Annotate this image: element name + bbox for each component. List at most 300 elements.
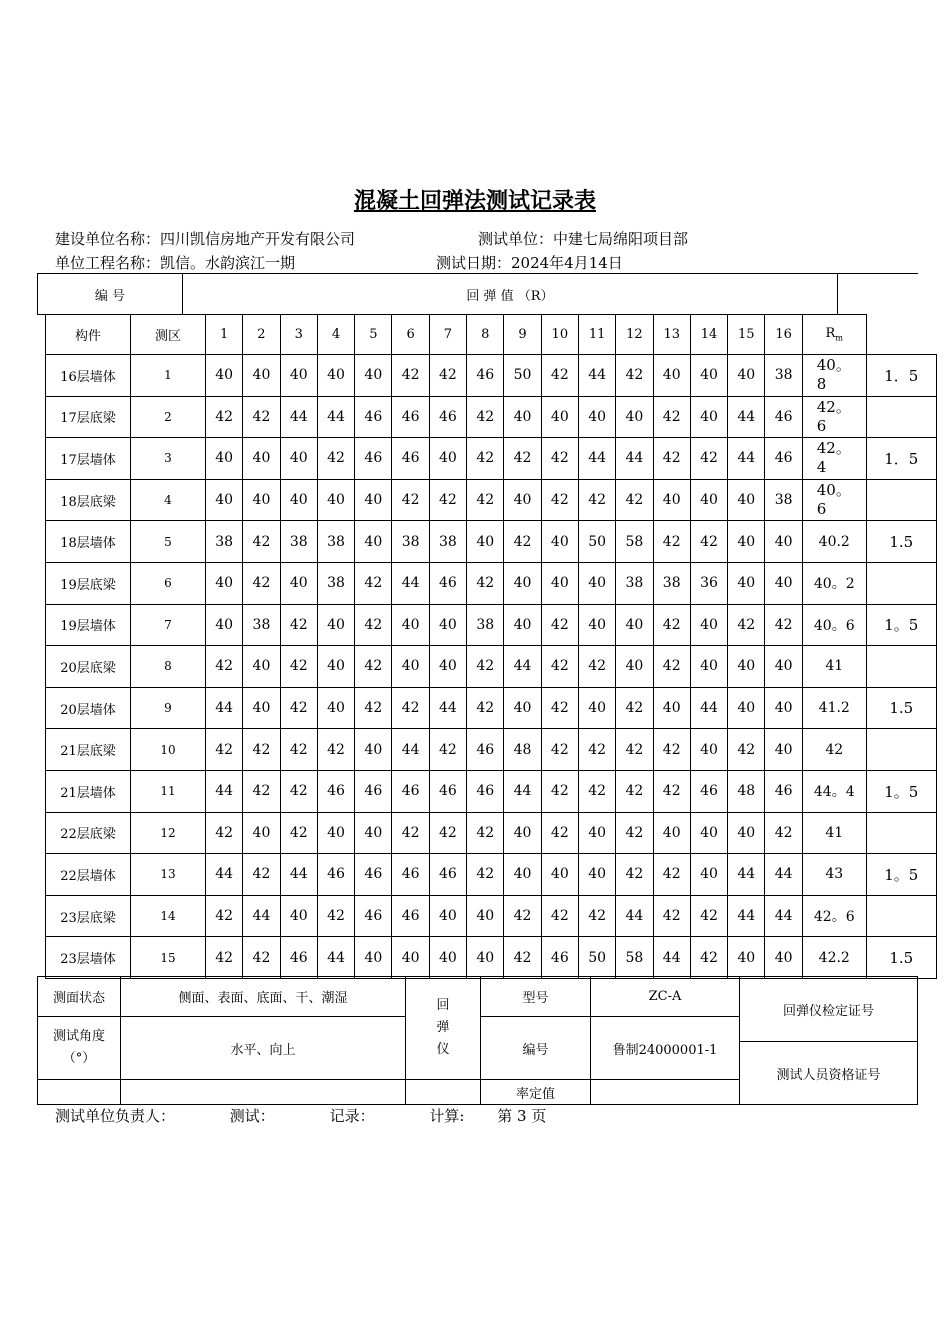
value-cell: 44 [504, 770, 541, 812]
area-cell: 12 [131, 812, 206, 854]
footer-head: 测试单位负责人： [55, 1107, 176, 1125]
value-cell: 42 [280, 687, 317, 729]
value-cell: 40 [578, 687, 615, 729]
value-cell: 50 [578, 521, 615, 563]
value-cell: 40 [467, 895, 504, 937]
member-cell: 21层墙体 [46, 770, 131, 812]
value-cell: 44 [392, 729, 429, 771]
value-cell: 42 [541, 770, 578, 812]
value-cell: 42 [616, 687, 653, 729]
value-cell: 44 [728, 895, 765, 937]
rm-cell: 43 [802, 854, 866, 896]
value-cell: 44 [504, 646, 541, 688]
table-row [46, 687, 937, 729]
table-row [46, 521, 937, 563]
value-cell: 40 [728, 479, 765, 521]
value-cell: 42 [616, 770, 653, 812]
extra-cell: 1。5 [866, 604, 936, 646]
value-cell: 36 [690, 562, 727, 604]
value-cell: 46 [392, 854, 429, 896]
value-cell: 42 [467, 562, 504, 604]
value-cell: 46 [355, 895, 392, 937]
value-cell: 40 [616, 396, 653, 438]
hammer-label-cont [406, 1080, 481, 1105]
rebound-table [45, 314, 937, 979]
area-cell: 14 [131, 895, 206, 937]
staff-cert-label: 测试人员资格证号 [740, 1042, 918, 1105]
info-table [37, 976, 918, 1105]
value-cell: 38 [280, 521, 317, 563]
area-cell: 1 [131, 355, 206, 397]
value-cell: 42 [317, 895, 354, 937]
value-cell: 44 [578, 438, 615, 480]
value-cell: 40 [206, 479, 243, 521]
area-cell: 5 [131, 521, 206, 563]
col-point: 16 [765, 315, 802, 355]
value-cell: 42 [206, 646, 243, 688]
rm-cell: 41.2 [802, 687, 866, 729]
value-cell: 40 [317, 355, 354, 397]
table-row [46, 854, 937, 896]
value-cell: 42 [429, 729, 466, 771]
value-cell: 40 [355, 479, 392, 521]
area-cell: 2 [131, 396, 206, 438]
value-cell: 42 [690, 937, 727, 979]
value-cell: 40 [765, 937, 802, 979]
calibration-label: 率定值 [481, 1080, 591, 1105]
value-cell: 40 [355, 812, 392, 854]
value-cell: 42 [467, 479, 504, 521]
value-cell: 40 [765, 687, 802, 729]
table-row [46, 604, 937, 646]
value-cell: 44 [317, 937, 354, 979]
extra-cell: 1.5 [866, 687, 936, 729]
value-cell: 42 [206, 937, 243, 979]
value-cell: 46 [392, 396, 429, 438]
extra-cell: 1.5 [866, 937, 936, 979]
value-cell: 40 [541, 396, 578, 438]
value-cell: 38 [616, 562, 653, 604]
value-cell: 44 [429, 687, 466, 729]
value-cell: 40 [653, 355, 690, 397]
header-table [37, 273, 918, 315]
value-cell: 46 [429, 770, 466, 812]
serial-value: 鲁制24000001-1 [591, 1017, 740, 1080]
col-point: 8 [467, 315, 504, 355]
value-cell: 42 [653, 521, 690, 563]
rm-cell: 42。4 [802, 438, 866, 480]
value-cell: 40 [355, 937, 392, 979]
col-point: 4 [317, 315, 354, 355]
value-cell: 42 [504, 895, 541, 937]
col-member: 构件 [46, 315, 131, 355]
value-cell: 44 [206, 687, 243, 729]
value-cell: 38 [243, 604, 280, 646]
value-cell: 48 [504, 729, 541, 771]
value-cell: 40 [467, 937, 504, 979]
value-cell: 42 [690, 895, 727, 937]
value-cell: 46 [280, 937, 317, 979]
col-point: 10 [541, 315, 578, 355]
member-cell: 23层墙体 [46, 937, 131, 979]
value-cell: 46 [467, 355, 504, 397]
value-cell: 46 [765, 396, 802, 438]
value-cell: 38 [467, 604, 504, 646]
value-cell: 40 [504, 854, 541, 896]
value-cell: 40 [504, 396, 541, 438]
col-extra [866, 315, 936, 355]
value-cell: 44 [653, 937, 690, 979]
value-cell: 42 [578, 895, 615, 937]
value-cell: 40 [206, 438, 243, 480]
value-cell: 44 [317, 396, 354, 438]
value-cell: 42 [653, 604, 690, 646]
value-cell: 42 [355, 646, 392, 688]
value-cell: 40 [690, 812, 727, 854]
value-cell: 40 [616, 604, 653, 646]
area-cell: 11 [131, 770, 206, 812]
value-cell: 42 [541, 604, 578, 646]
value-cell: 38 [317, 562, 354, 604]
value-cell: 42 [616, 854, 653, 896]
rm-cell: 40。6 [802, 604, 866, 646]
col-rm-subscript: m [835, 333, 843, 343]
value-cell: 40 [616, 646, 653, 688]
extra-cell: 1。5 [866, 854, 936, 896]
test-date: 测试日期：2024年4月14日 [436, 254, 623, 272]
col-point: 13 [653, 315, 690, 355]
value-cell: 42 [429, 479, 466, 521]
area-cell: 15 [131, 937, 206, 979]
value-cell: 46 [467, 729, 504, 771]
value-cell: 44 [243, 895, 280, 937]
value-cell: 42 [243, 729, 280, 771]
calibration-cert-label: 回弹仪检定证号 [740, 977, 918, 1042]
model-label: 型号 [481, 977, 591, 1017]
col-point: 3 [280, 315, 317, 355]
value-cell: 42 [653, 438, 690, 480]
value-cell: 38 [392, 521, 429, 563]
value-cell: 42 [392, 687, 429, 729]
member-cell: 22层墙体 [46, 854, 131, 896]
member-cell: 18层底梁 [46, 479, 131, 521]
value-cell: 46 [392, 770, 429, 812]
rm-cell: 42。6 [802, 396, 866, 438]
value-cell: 44 [765, 895, 802, 937]
member-cell: 17层底梁 [46, 396, 131, 438]
col-point: 6 [392, 315, 429, 355]
table-row [46, 396, 937, 438]
value-cell: 42 [578, 729, 615, 771]
value-cell: 40 [392, 937, 429, 979]
rm-cell: 40.2 [802, 521, 866, 563]
value-cell: 42 [280, 770, 317, 812]
value-cell: 42 [392, 355, 429, 397]
value-cell: 40 [429, 438, 466, 480]
value-cell: 40 [429, 895, 466, 937]
header-blank [838, 274, 918, 315]
value-cell: 42 [280, 729, 317, 771]
footer-calc: 计算: [429, 1107, 465, 1125]
footer-recorder: 记录： [329, 1107, 375, 1125]
value-cell: 42 [653, 729, 690, 771]
value-cell: 42 [429, 812, 466, 854]
value-cell: 40 [206, 355, 243, 397]
extra-cell: 1．5 [866, 438, 936, 480]
value-cell: 44 [690, 687, 727, 729]
surface-label: 测面状态 [38, 977, 121, 1017]
value-cell: 40 [690, 604, 727, 646]
value-cell: 50 [578, 937, 615, 979]
value-cell: 44 [206, 854, 243, 896]
angle-value: 水平、向上 [121, 1017, 406, 1080]
value-cell: 48 [728, 770, 765, 812]
member-cell: 20层底梁 [46, 646, 131, 688]
value-cell: 42 [541, 438, 578, 480]
col-point: 14 [690, 315, 727, 355]
value-cell: 44 [280, 854, 317, 896]
value-cell: 46 [765, 770, 802, 812]
value-cell: 40 [728, 355, 765, 397]
value-cell: 40 [243, 646, 280, 688]
rm-cell: 42.2 [802, 937, 866, 979]
value-cell: 40 [429, 646, 466, 688]
value-cell: 46 [429, 396, 466, 438]
value-cell: 40 [578, 396, 615, 438]
value-cell: 40 [280, 895, 317, 937]
col-area: 测区 [131, 315, 206, 355]
value-cell: 40 [690, 355, 727, 397]
rm-cell: 40。6 [802, 479, 866, 521]
angle-label: 测试角度（°） [38, 1017, 121, 1080]
value-cell: 40 [317, 687, 354, 729]
extra-cell: 1.5 [866, 521, 936, 563]
value-cell: 46 [355, 438, 392, 480]
extra-cell: 1．5 [866, 355, 936, 397]
value-cell: 42 [243, 396, 280, 438]
value-cell: 42 [765, 604, 802, 646]
area-cell: 7 [131, 604, 206, 646]
value-cell: 42 [690, 438, 727, 480]
col-point: 2 [243, 315, 280, 355]
value-cell: 40 [429, 604, 466, 646]
value-cell: 40 [317, 646, 354, 688]
value-cell: 42 [317, 438, 354, 480]
value-cell: 44 [616, 438, 653, 480]
value-cell: 58 [616, 937, 653, 979]
value-cell: 46 [317, 770, 354, 812]
value-cell: 42 [690, 521, 727, 563]
client-name: 建设单位名称：四川凯信房地产开发有限公司 [55, 230, 356, 248]
value-cell: 42 [616, 812, 653, 854]
value-cell: 40 [206, 562, 243, 604]
value-cell: 42 [541, 355, 578, 397]
value-cell: 42 [467, 396, 504, 438]
value-cell: 40 [280, 562, 317, 604]
rebound-label: 回 弹 值 （R） [183, 274, 838, 315]
value-cell: 40 [728, 812, 765, 854]
value-cell: 44 [616, 895, 653, 937]
member-cell: 23层底梁 [46, 895, 131, 937]
value-cell: 40 [243, 438, 280, 480]
value-cell: 40 [317, 604, 354, 646]
value-cell: 42 [280, 812, 317, 854]
value-cell: 40 [504, 604, 541, 646]
value-cell: 42 [317, 729, 354, 771]
value-cell: 42 [467, 646, 504, 688]
value-cell: 42 [467, 812, 504, 854]
col-point: 11 [578, 315, 615, 355]
value-cell: 40 [690, 646, 727, 688]
value-cell: 40 [243, 355, 280, 397]
member-cell: 19层底梁 [46, 562, 131, 604]
value-cell: 38 [765, 479, 802, 521]
value-cell: 42 [728, 729, 765, 771]
value-cell: 42 [429, 355, 466, 397]
number-label: 编 号 [38, 274, 183, 315]
area-cell: 4 [131, 479, 206, 521]
value-cell: 46 [317, 854, 354, 896]
extra-cell [866, 562, 936, 604]
member-cell: 18层墙体 [46, 521, 131, 563]
value-cell: 40 [578, 854, 615, 896]
value-cell: 42 [541, 812, 578, 854]
table-row [46, 937, 937, 979]
value-cell: 40 [578, 562, 615, 604]
value-cell: 40 [504, 812, 541, 854]
value-cell: 42 [243, 854, 280, 896]
area-cell: 6 [131, 562, 206, 604]
value-cell: 40 [206, 604, 243, 646]
value-cell: 42 [243, 521, 280, 563]
value-cell: 40 [280, 355, 317, 397]
value-cell: 42 [467, 854, 504, 896]
value-cell: 40 [728, 646, 765, 688]
value-cell: 44 [392, 562, 429, 604]
value-cell: 38 [765, 355, 802, 397]
value-cell: 44 [765, 854, 802, 896]
value-cell: 42 [504, 937, 541, 979]
rm-cell: 42。6 [802, 895, 866, 937]
value-cell: 40 [541, 521, 578, 563]
value-cell: 38 [653, 562, 690, 604]
value-cell: 46 [765, 438, 802, 480]
value-cell: 40 [392, 646, 429, 688]
serial-label: 编号 [481, 1017, 591, 1080]
table-row [46, 479, 937, 521]
value-cell: 46 [467, 770, 504, 812]
rm-cell: 41 [802, 812, 866, 854]
value-cell: 46 [355, 396, 392, 438]
member-cell: 21层底梁 [46, 729, 131, 771]
value-cell: 42 [392, 812, 429, 854]
footer-page: 第 3 页 [497, 1107, 547, 1125]
value-cell: 40 [504, 687, 541, 729]
value-cell: 42 [616, 479, 653, 521]
page-title: 混凝土回弹法测试记录表 [353, 189, 596, 214]
area-cell: 3 [131, 438, 206, 480]
hammer-label: 回弹仪 [406, 977, 481, 1080]
table-row [46, 438, 937, 480]
value-cell: 42 [392, 479, 429, 521]
value-cell: 42 [243, 937, 280, 979]
value-cell: 40 [728, 937, 765, 979]
value-cell: 42 [541, 479, 578, 521]
value-cell: 40 [765, 521, 802, 563]
footer-tester: 测试： [229, 1107, 275, 1125]
area-cell: 9 [131, 687, 206, 729]
rm-cell: 44。4 [802, 770, 866, 812]
value-cell: 42 [578, 479, 615, 521]
extra-cell [866, 479, 936, 521]
value-cell: 40 [765, 646, 802, 688]
table-row [46, 729, 937, 771]
value-cell: 42 [355, 604, 392, 646]
value-cell: 42 [467, 438, 504, 480]
value-cell: 40 [280, 438, 317, 480]
extra-cell [866, 646, 936, 688]
area-cell: 10 [131, 729, 206, 771]
member-cell: 22层底梁 [46, 812, 131, 854]
value-cell: 42 [616, 355, 653, 397]
col-point: 1 [206, 315, 243, 355]
value-cell: 46 [355, 854, 392, 896]
value-cell: 42 [541, 895, 578, 937]
table-row [46, 895, 937, 937]
value-cell: 40 [765, 729, 802, 771]
rm-cell: 41 [802, 646, 866, 688]
col-point: 7 [429, 315, 466, 355]
value-cell: 38 [206, 521, 243, 563]
table-row [46, 812, 937, 854]
extra-cell: 1。5 [866, 770, 936, 812]
value-cell: 40 [578, 604, 615, 646]
value-cell: 42 [653, 770, 690, 812]
footer [55, 1105, 546, 1126]
value-cell: 40 [355, 729, 392, 771]
value-cell: 46 [690, 770, 727, 812]
value-cell: 40 [690, 854, 727, 896]
angle-value-cont [121, 1080, 406, 1105]
value-cell: 38 [429, 521, 466, 563]
value-cell: 42 [355, 687, 392, 729]
value-cell: 42 [243, 770, 280, 812]
col-rm [802, 315, 866, 355]
value-cell: 40 [541, 854, 578, 896]
rm-cell: 42 [802, 729, 866, 771]
value-cell: 58 [616, 521, 653, 563]
member-cell: 20层墙体 [46, 687, 131, 729]
value-cell: 42 [541, 646, 578, 688]
value-cell: 40 [392, 604, 429, 646]
extra-cell [866, 812, 936, 854]
value-cell: 40 [690, 479, 727, 521]
value-cell: 40 [728, 521, 765, 563]
value-cell: 42 [355, 562, 392, 604]
value-cell: 40 [653, 812, 690, 854]
value-cell: 46 [541, 937, 578, 979]
tester-unit: 测试单位：中建七局绵阳项目部 [478, 230, 689, 248]
rm-cell: 40。2 [802, 562, 866, 604]
extra-cell [866, 396, 936, 438]
angle-label-cont [38, 1080, 121, 1105]
value-cell: 46 [429, 562, 466, 604]
value-cell: 40 [541, 562, 578, 604]
value-cell: 40 [653, 479, 690, 521]
value-cell: 40 [355, 355, 392, 397]
value-cell: 44 [206, 770, 243, 812]
area-cell: 8 [131, 646, 206, 688]
